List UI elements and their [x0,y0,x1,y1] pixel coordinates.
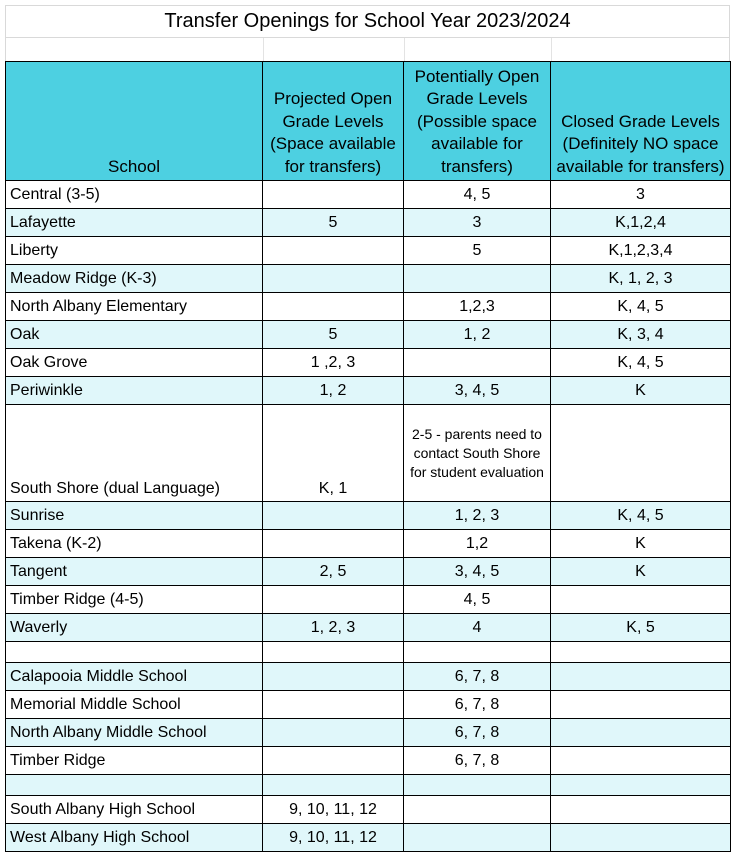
school-cell[interactable]: Waverly [6,614,263,642]
potential-cell[interactable] [404,349,551,377]
potential-cell[interactable]: 4, 5 [404,181,551,209]
potential-cell[interactable]: 3, 4, 5 [404,377,551,405]
school-cell[interactable]: Central (3-5) [6,181,263,209]
header-potential[interactable]: Potentially Open Grade Levels (Possible space available for transfers) [404,62,551,181]
school-cell[interactable]: Meadow Ridge (K-3) [6,265,263,293]
school-cell[interactable]: Sunrise [6,502,263,530]
table-row [6,824,731,852]
empty-cell[interactable] [263,775,404,796]
closed-cell[interactable]: K,1,2,3,4 [551,237,731,265]
projected-cell[interactable] [263,747,404,775]
table-row [6,377,731,405]
table-row [6,349,731,377]
projected-cell[interactable] [263,293,404,321]
closed-cell[interactable]: K, 3, 4 [551,321,731,349]
school-cell[interactable]: Liberty [6,237,263,265]
closed-cell[interactable] [551,663,731,691]
school-cell[interactable]: South Albany High School [6,796,263,824]
closed-cell[interactable] [551,747,731,775]
school-cell[interactable]: North Albany Elementary [6,293,263,321]
potential-cell[interactable]: 1,2,3 [404,293,551,321]
potential-cell[interactable]: 6, 7, 8 [404,691,551,719]
table-row [6,209,731,237]
closed-cell[interactable] [551,719,731,747]
table-row [6,293,731,321]
potential-cell[interactable]: 1, 2 [404,321,551,349]
potential-cell[interactable]: 3, 4, 5 [404,558,551,586]
table-row [6,530,731,558]
projected-cell[interactable]: 1, 2, 3 [263,614,404,642]
closed-cell[interactable]: K [551,530,731,558]
empty-cell[interactable] [551,775,731,796]
spacer-row [6,775,731,796]
closed-cell[interactable]: K, 1, 2, 3 [551,265,731,293]
table-row [6,405,731,502]
school-cell[interactable]: South Shore (dual Language) [6,405,263,502]
projected-cell[interactable] [263,586,404,614]
potential-cell[interactable] [404,265,551,293]
school-cell[interactable]: Calapooia Middle School [6,663,263,691]
empty-cell[interactable] [404,642,551,663]
empty-cell[interactable] [551,642,731,663]
projected-cell[interactable]: 2, 5 [263,558,404,586]
potential-cell[interactable]: 4 [404,614,551,642]
grid-line [404,38,405,61]
projected-cell[interactable] [263,719,404,747]
closed-cell[interactable] [551,824,731,852]
header-school[interactable]: School [6,62,263,181]
projected-cell[interactable] [263,502,404,530]
projected-cell[interactable]: 1 ,2, 3 [263,349,404,377]
potential-cell[interactable] [404,824,551,852]
projected-cell[interactable] [263,237,404,265]
grid-line [263,38,264,61]
potential-cell[interactable]: 6, 7, 8 [404,663,551,691]
closed-cell[interactable] [551,796,731,824]
empty-cell[interactable] [263,642,404,663]
projected-cell[interactable] [263,181,404,209]
potential-cell[interactable]: 5 [404,237,551,265]
school-cell[interactable]: Timber Ridge [6,747,263,775]
projected-cell[interactable]: 5 [263,209,404,237]
closed-cell[interactable]: K, 4, 5 [551,502,731,530]
projected-cell[interactable]: 9, 10, 11, 12 [263,824,404,852]
potential-cell[interactable]: 2-5 - parents need to contact South Shore for student evaluation [404,405,551,502]
table-row [6,558,731,586]
potential-cell[interactable]: 1,2 [404,530,551,558]
closed-cell[interactable]: K [551,558,731,586]
grid-line [551,38,552,61]
closed-cell[interactable]: K,1,2,4 [551,209,731,237]
school-cell[interactable]: Oak Grove [6,349,263,377]
potential-cell[interactable]: 4, 5 [404,586,551,614]
projected-cell[interactable]: 1, 2 [263,377,404,405]
table-row [6,237,731,265]
school-cell[interactable]: North Albany Middle School [6,719,263,747]
header-projected[interactable]: Projected Open Grade Levels (Space available for transfers) [263,62,404,181]
table-row [6,663,731,691]
projected-cell[interactable]: K, 1 [263,405,404,502]
projected-cell[interactable]: 9, 10, 11, 12 [263,796,404,824]
school-cell[interactable]: Periwinkle [6,377,263,405]
school-cell[interactable]: Tangent [6,558,263,586]
closed-cell[interactable] [551,405,731,502]
school-cell[interactable]: Memorial Middle School [6,691,263,719]
empty-cell[interactable] [6,642,263,663]
table-row [6,586,731,614]
blank-row[interactable] [5,38,730,61]
closed-cell[interactable] [551,691,731,719]
empty-cell[interactable] [404,775,551,796]
school-cell[interactable]: Takena (K-2) [6,530,263,558]
projected-cell[interactable] [263,265,404,293]
potential-cell[interactable]: 3 [404,209,551,237]
closed-cell[interactable]: K [551,377,731,405]
spacer-row [6,642,731,663]
sheet-title[interactable]: Transfer Openings for School Year 2023/2024 [5,5,730,38]
closed-cell[interactable]: K, 5 [551,614,731,642]
school-cell[interactable]: West Albany High School [6,824,263,852]
table-row [6,691,731,719]
table-row [6,747,731,775]
transfer-table [5,61,731,852]
table-row [6,321,731,349]
potential-cell[interactable]: 6, 7, 8 [404,719,551,747]
school-cell[interactable]: Lafayette [6,209,263,237]
table-row [6,265,731,293]
table-row [6,614,731,642]
header-closed[interactable]: Closed Grade Levels (Definitely NO space available for transfers) [551,62,731,181]
projected-cell[interactable] [263,530,404,558]
closed-cell[interactable] [551,586,731,614]
table-row [6,719,731,747]
school-cell[interactable]: Timber Ridge (4-5) [6,586,263,614]
projected-cell[interactable]: 5 [263,321,404,349]
potential-cell[interactable] [404,796,551,824]
projected-cell[interactable] [263,691,404,719]
header-row [6,62,731,181]
table-row [6,181,731,209]
potential-cell[interactable]: 1, 2, 3 [404,502,551,530]
school-cell[interactable]: Oak [6,321,263,349]
table-row [6,796,731,824]
projected-cell[interactable] [263,663,404,691]
table-row [6,502,731,530]
potential-cell[interactable]: 6, 7, 8 [404,747,551,775]
empty-cell[interactable] [6,775,263,796]
closed-cell[interactable]: K, 4, 5 [551,293,731,321]
closed-cell[interactable]: 3 [551,181,731,209]
closed-cell[interactable]: K, 4, 5 [551,349,731,377]
